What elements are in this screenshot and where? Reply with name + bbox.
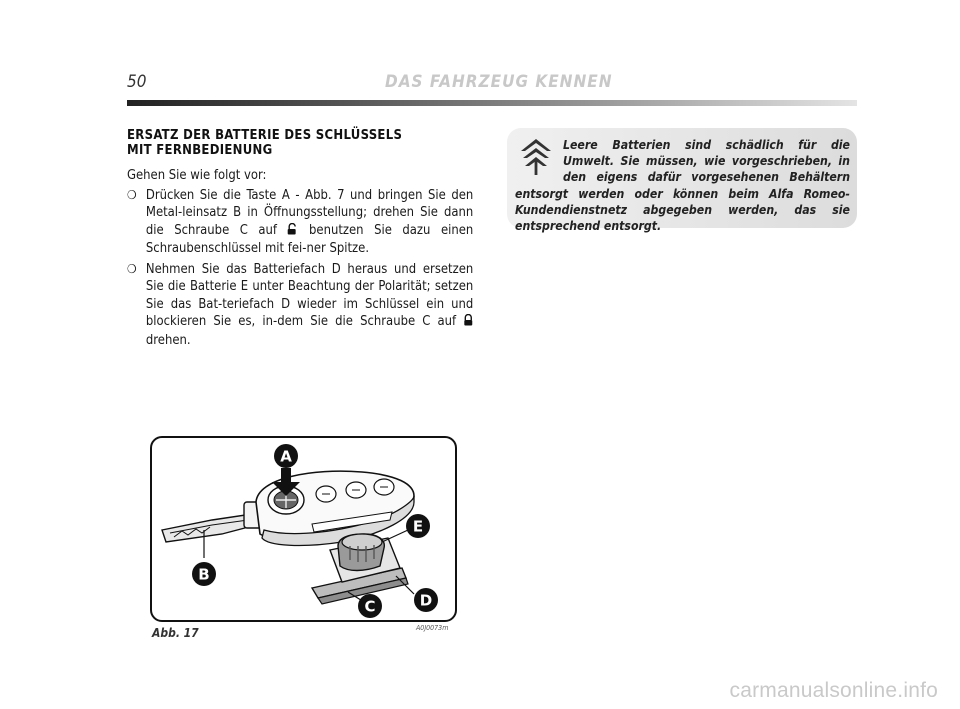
callout-d-label: D: [419, 591, 433, 610]
section-title-line2: MIT FERNBEDIENUNG: [127, 143, 273, 158]
watermark: carmanualsonline.info: [729, 679, 938, 702]
callout-e-label: E: [412, 517, 424, 536]
battery-e: [338, 534, 384, 571]
callout-a-label: A: [280, 447, 292, 466]
callout-d: [414, 588, 438, 612]
header-rule: [127, 100, 857, 106]
note-text: Leere Batterien sind schädlich für die Umwelt. Sie müssen, wie vorgeschrieben, in den eigens dafür vorgesehenen Behältern entsorgt werden oder können beim Alfa Romeo-Kundendienstnetz abgegeben werden, das sie entsprechend entsorgt.: [515, 138, 850, 234]
environment-note: [515, 137, 850, 234]
callout-b: [192, 562, 216, 586]
step-1-text-b: benutzen Sie dazu einen Schraubenschlüssel mit fei-ner Spitze.: [145, 222, 474, 256]
running-header: DAS FAHRZEUG KENNEN: [385, 72, 613, 92]
callout-b-label: B: [198, 565, 210, 584]
section-title-line1: ERSATZ DER BATTERIE DES SCHLÜSSELS: [127, 128, 403, 143]
key-figure: [150, 436, 457, 622]
section-title: [127, 128, 507, 158]
callout-a: [274, 444, 298, 468]
bullet-mark: ❍: [127, 261, 137, 276]
intro-text: Gehen Sie wie folgt vor:: [127, 168, 267, 183]
step-2: [127, 261, 473, 350]
callout-c: [358, 594, 382, 618]
unlock-icon: [288, 223, 299, 241]
figure-caption: Abb. 17: [152, 626, 199, 640]
instructions: [127, 167, 473, 352]
step-1: [127, 187, 473, 258]
callout-e: [406, 514, 430, 538]
metal-insert-b: [162, 502, 262, 542]
bullet-mark: ❍: [127, 187, 137, 202]
key-illustration: [152, 438, 455, 620]
step-2-text-b: drehen.: [145, 332, 191, 348]
page-number: 50: [127, 72, 147, 92]
step-1-text-a: Drücken Sie die Taste A - Abb. 7 und bringen Sie den Metal-leinsatz B in Öffnungsstellung; drehen Sie dann die Schraube C auf: [145, 187, 474, 238]
lock-icon: [463, 314, 473, 332]
figure-code: A0J0073m: [416, 624, 449, 632]
step-2-text-a: Nehmen Sie das Batteriefach D heraus und ersetzen Sie die Batterie E unter Beachtung der Polarität; setzen Sie das Bat-teriefach D wieder im Schlüssel ein und blockieren Sie es, in-dem Sie die Schraube C auf: [145, 261, 474, 329]
callout-c-label: C: [364, 597, 376, 616]
